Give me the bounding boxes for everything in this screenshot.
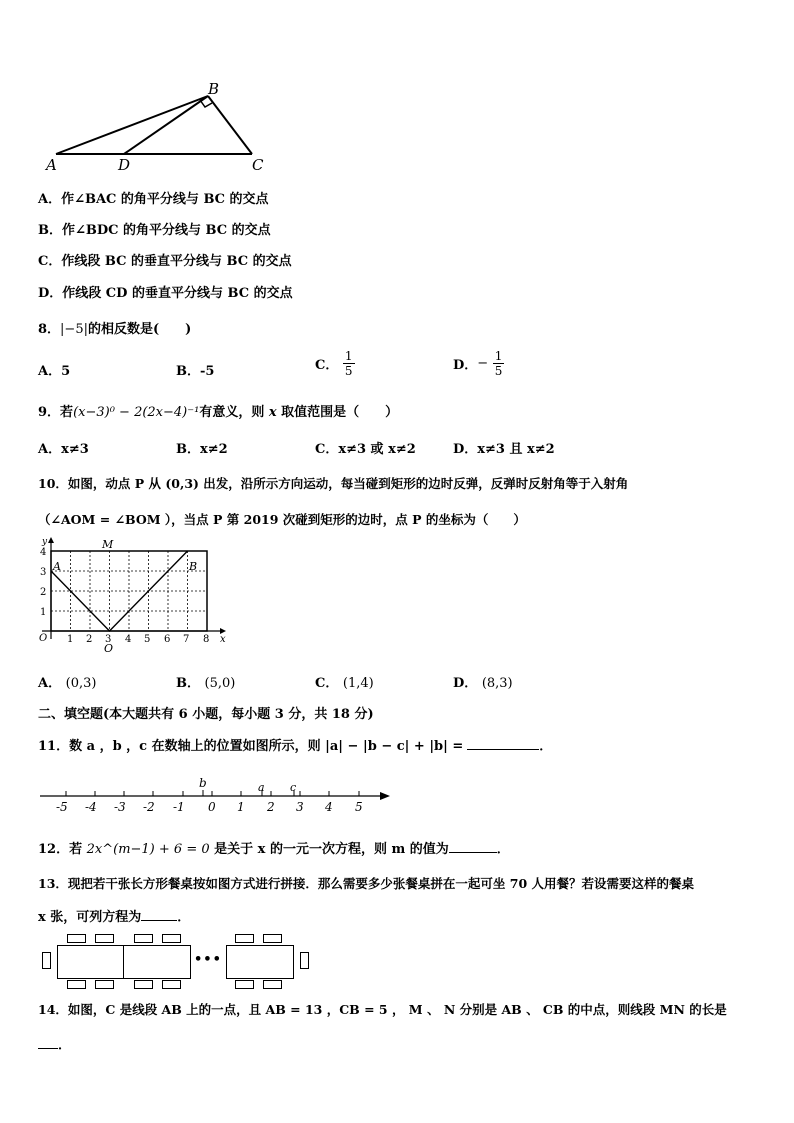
q11-answer-blank[interactable]	[467, 749, 539, 750]
table-1	[57, 945, 125, 979]
q12-answer-blank[interactable]	[449, 852, 497, 853]
grid-lines	[51, 551, 207, 631]
chair-top	[235, 934, 254, 943]
x-tick-8: 8	[203, 634, 210, 645]
q9-option-b[interactable]: B．x≠2	[176, 442, 228, 457]
label-a: A	[46, 156, 57, 174]
q12-text-pre: 12．若	[38, 842, 87, 857]
q9-expr: (x−3)⁰ − 2(2x−4)⁻¹	[73, 405, 200, 420]
label-b: B	[208, 80, 220, 98]
tick-4: 4	[325, 800, 333, 814]
q9-option-d[interactable]: D．x≠3 且 x≠2	[453, 442, 555, 457]
label-c: C	[252, 156, 264, 174]
tables-figure	[40, 930, 320, 990]
q10-option-a-label: A．	[38, 676, 62, 691]
tick-3: 3	[296, 800, 304, 814]
q10-option-a-value: (0,3)	[65, 676, 97, 691]
x-tick-7: 7	[183, 634, 190, 645]
fraction-numerator: 1	[344, 349, 353, 363]
chair-top	[134, 934, 153, 943]
triangle-figure	[40, 80, 280, 175]
q7-option-c[interactable]: C．作线段 BC 的垂直平分线与 BC 的交点	[38, 254, 292, 269]
q8-option-c-label: C．	[315, 358, 339, 373]
chair-bottom	[67, 980, 86, 989]
q9-number: 9．	[38, 405, 61, 420]
chair-left	[42, 952, 51, 969]
q8-option-c[interactable]	[315, 349, 355, 378]
q7-option-b[interactable]: B．作∠BDC 的角平分线与 BC 的交点	[38, 223, 271, 238]
reflection-graph	[34, 535, 234, 660]
q8-text: 的相反数是( )	[87, 322, 192, 337]
q10-option-c-value: (1,4)	[342, 676, 374, 691]
q8-expr: |−5|	[60, 322, 88, 337]
q10-option-b[interactable]	[176, 672, 235, 691]
q13-answer-blank[interactable]	[141, 920, 177, 921]
y-tick-3: 3	[40, 567, 47, 578]
q12-stem	[38, 838, 510, 857]
point-a-label: a	[258, 781, 265, 794]
q10-option-c-label: C．	[315, 676, 339, 691]
q9-text-end: 取值范围是（ ）	[281, 405, 399, 420]
q9-stem	[38, 401, 398, 420]
point-o-label: O	[104, 642, 114, 655]
number-line-arrow-icon	[380, 792, 390, 800]
y-axis-label: y	[42, 537, 48, 547]
q14-end: ．	[58, 1038, 72, 1053]
tick-minus-2: -2	[143, 800, 155, 814]
ellipsis-dots: •••	[194, 952, 222, 967]
q13-line1: 13．现把若干张长方形餐桌按如图方式进行拼接．那么需要多少张餐桌拼在一起可坐 70 人用餐？若设需要这样的餐桌	[38, 876, 694, 891]
q9-text-post: 有意义，则	[199, 405, 265, 420]
x-tick-2: 2	[86, 634, 93, 645]
point-b-label: B	[189, 560, 198, 573]
point-b-label: b	[199, 776, 207, 790]
q8-option-c-fraction	[343, 349, 355, 378]
x-tick-4: 4	[125, 634, 132, 645]
fraction-denominator: 5	[344, 364, 353, 378]
segment-ab	[56, 96, 208, 154]
tick-5: 5	[355, 800, 363, 814]
q11-end: ．	[539, 739, 553, 754]
x-axis-label: x	[220, 634, 226, 645]
q10-option-a[interactable]	[38, 672, 96, 691]
tick-minus-4: -4	[85, 800, 97, 814]
section-heading: 二、填空题(本大题共有 6 小题，每小题 3 分，共 18 分)	[38, 707, 374, 722]
q14-answer-blank[interactable]	[38, 1048, 58, 1049]
q8-option-b[interactable]: B．-5	[176, 364, 215, 379]
tick-minus-3: -3	[114, 800, 126, 814]
q8-stem	[38, 318, 191, 337]
table-n	[226, 945, 294, 979]
y-tick-2: 2	[40, 587, 47, 598]
label-d: D	[118, 156, 131, 174]
q10-option-d-label: D．	[453, 676, 478, 691]
q8-option-a[interactable]: A．5	[38, 364, 71, 379]
chair-bottom	[235, 980, 254, 989]
q10-line1: 10．如图，动点 P 从 (0,3) 出发，沿所示方向运动，每当碰到矩形的边时反弹，反弹时反射角等于入射角	[38, 476, 629, 491]
tick-2: 2	[267, 800, 275, 814]
q10-option-c[interactable]	[315, 672, 374, 691]
q10-option-b-label: B．	[176, 676, 200, 691]
tick-1: 1	[237, 800, 245, 814]
x-tick-5: 5	[144, 634, 151, 645]
chair-bottom	[263, 980, 282, 989]
q7-option-a[interactable]: A．作∠BAC 的角平分线与 BC 的交点	[38, 192, 269, 207]
y-tick-1: 1	[40, 607, 47, 618]
number-line-ticks	[66, 791, 359, 796]
q7-option-d[interactable]: D．作线段 CD 的垂直平分线与 BC 的交点	[38, 286, 293, 301]
point-a-label: A	[53, 560, 61, 573]
segment-bc	[208, 96, 252, 154]
tick-minus-1: -1	[173, 800, 185, 814]
q13-line2-text: x 张，可列方程为	[38, 910, 142, 925]
y-axis-arrow-icon	[48, 537, 54, 543]
y-tick-4: 4	[40, 547, 47, 558]
q8-number: 8．	[38, 322, 61, 337]
q8-option-d[interactable]	[453, 349, 504, 378]
fraction-numerator: 1	[494, 349, 503, 363]
q10-line2: （∠AOM = ∠BOM ），当点 P 第 2019 次碰到矩形的边时，点 P 的坐标为（ ）	[38, 512, 526, 527]
fraction-denominator: 5	[494, 364, 503, 378]
point-m-label: M	[102, 538, 114, 551]
chair-bottom	[134, 980, 153, 989]
q12-expr: 2x^(m−1) + 6 = 0	[86, 842, 210, 857]
q9-option-a[interactable]: A．x≠3	[38, 442, 89, 457]
point-c-label: c	[290, 781, 297, 794]
chair-top	[95, 934, 114, 943]
q8-option-d-sign: −	[477, 356, 489, 371]
q8-option-d-fraction	[493, 349, 505, 378]
q11-text: 11．数 a ，b ，c 在数轴上的位置如图所示，则 |a| − |b − c| + |b| =	[38, 739, 464, 754]
table-2	[123, 945, 191, 979]
q12-text-post: 是关于 x 的一元一次方程，则 m 的值为	[209, 842, 449, 857]
q8-option-d-label: D．	[453, 358, 478, 373]
segment-bd	[124, 96, 208, 154]
chair-bottom	[95, 980, 114, 989]
q14-line2	[38, 1034, 71, 1053]
q10-option-d[interactable]	[453, 672, 513, 691]
q9-text-pre: 若	[60, 405, 74, 420]
chair-bottom	[162, 980, 181, 989]
q10-option-b-value: (5,0)	[204, 676, 236, 691]
q11-stem	[38, 735, 552, 754]
q10-option-d-value: (8,3)	[481, 676, 513, 691]
tick-minus-5: -5	[56, 800, 68, 814]
tick-0: 0	[208, 800, 216, 814]
x-tick-1: 1	[67, 634, 74, 645]
q9-option-c[interactable]: C．x≠3 或 x≠2	[315, 442, 416, 457]
x-tick-6: 6	[164, 634, 171, 645]
q13-line2	[38, 906, 190, 925]
q14-line1: 14．如图，C 是线段 AB 上的一点，且 AB = 13 ，CB = 5 ， M 、 N 分别是 AB 、 CB 的中点，则线段 MN 的长是	[38, 1002, 727, 1017]
number-line	[36, 773, 396, 818]
q13-end: ．	[177, 910, 191, 925]
q12-end: ．	[496, 842, 510, 857]
q9-var: x	[268, 405, 277, 420]
chair-right	[300, 952, 309, 969]
chair-top	[162, 934, 181, 943]
x-tick-3: 3	[105, 634, 112, 645]
chair-top	[67, 934, 86, 943]
chair-top	[263, 934, 282, 943]
origin-label: O	[39, 633, 48, 644]
